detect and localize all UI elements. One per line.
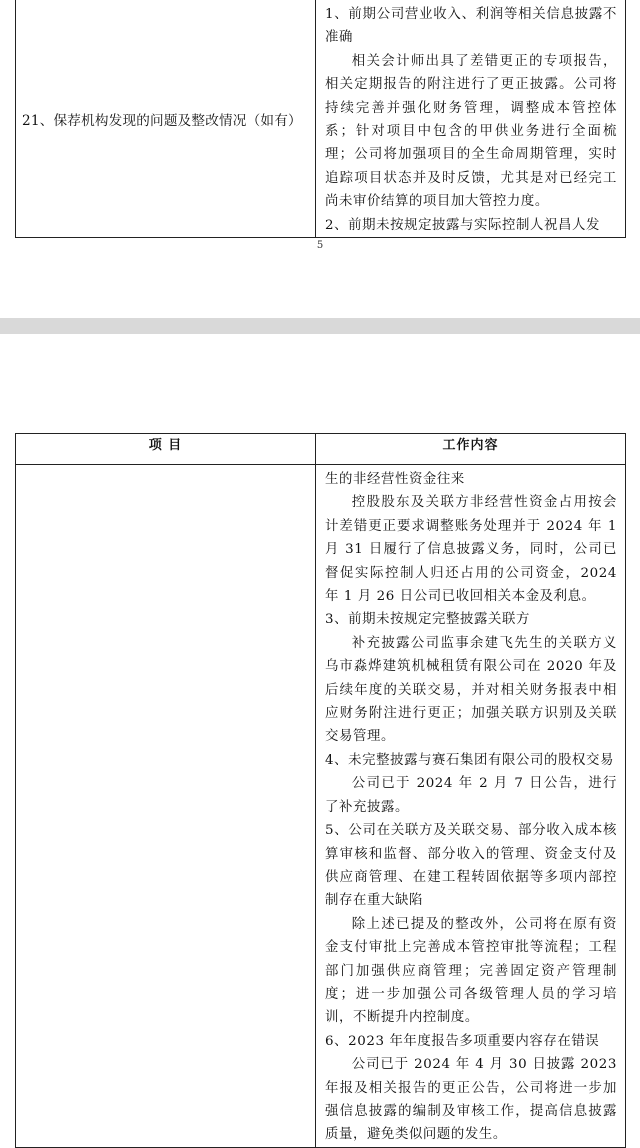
column-header-work-content: 工作内容 <box>316 434 626 465</box>
table-header-row <box>16 434 626 465</box>
table-row <box>16 465 626 1148</box>
content-paragraph: 2、前期未按规定披露与实际控制人祝昌人发 <box>325 217 600 233</box>
content-paragraph: 控股股东及关联方非经营性资金占用按会计差错更正要求调整账务处理并于 2024 年 1 月 31 日履行了信息披露义务，同时，公司已督促实际控制人归还占用的公司资金，2024 年 1 月 26 日公司已收回相关本金及利息。 <box>325 495 617 605</box>
content-paragraph: 公司已于 2024 年 4 月 30 日披露 2023 年报及相关报告的更正公告，公司将进一步加强信息披露的编制及审核工作，提高信息披露质量，避免类似问题的发生。 <box>325 1057 617 1143</box>
problems-table-bottom <box>15 433 626 1148</box>
page-separator <box>0 318 640 334</box>
content-paragraph: 4、未完整披露与赛石集团有限公司的股权交易 <box>325 752 614 768</box>
row-label-cell <box>16 0 316 238</box>
content-paragraph: 相关会计师出具了差错更正的专项报告，相关定期报告的附注进行了更正披露。公司将持续完善并强化财务管理，调整成本管控体系；针对项目中包含的甲供业务进行全面梳理；公司将加强项目的全生命周期管理，实时追踪项目状态并及时反馈，尤其是对已经完工尚未审价结算的项目加大管控力度。 <box>325 53 617 210</box>
content-paragraph: 6、2023 年年度报告多项重要内容存在错误 <box>325 1033 600 1049</box>
content-paragraph: 5、公司在关联方及关联交易、部分收入成本核算审核和监督、部分收入的管理、资金支付及供应商管理、在建工程转固依据等多项内部控制存在重大缺陷 <box>325 823 617 909</box>
column-header-item: 项 目 <box>16 434 316 465</box>
content-paragraph: 公司已于 2024 年 2 月 7 日公告，进行了补充披露。 <box>325 776 617 815</box>
page-number: 5 <box>316 240 324 251</box>
document-page-top <box>0 0 640 318</box>
empty-item-cell <box>16 465 316 1148</box>
document-page-bottom <box>0 334 640 1143</box>
table-row <box>16 0 626 238</box>
work-content-text <box>316 0 625 237</box>
content-paragraph: 生的非经营性资金往来 <box>325 472 465 487</box>
content-paragraph: 3、前期未按规定完整披露关联方 <box>325 612 530 628</box>
problems-table-top <box>15 0 626 238</box>
content-paragraph: 1、前期公司营业收入、利润等相关信息披露不准确 <box>325 7 617 46</box>
row-label: 21、保荐机构发现的问题及整改情况（如有） <box>22 112 302 129</box>
work-content-cell <box>316 465 626 1148</box>
content-paragraph: 除上述已提及的整改外，公司将在原有资金支付审批上完善成本管控审批等流程；工程部门加强供应商管理；完善固定资产管理制度；进一步加强公司各级管理人员的学习培训，不断提升内控制度。 <box>325 916 617 1026</box>
work-content-text <box>316 465 625 1147</box>
content-paragraph: 补充披露公司监事余建飞先生的关联方义乌市淼烨建筑机械租赁有限公司在 2020 年及后续年度的关联交易，并对相关财务报表中相应财务附注进行更正；加强关联方识别及关联交易管理。 <box>325 635 617 745</box>
work-content-cell <box>316 0 626 238</box>
